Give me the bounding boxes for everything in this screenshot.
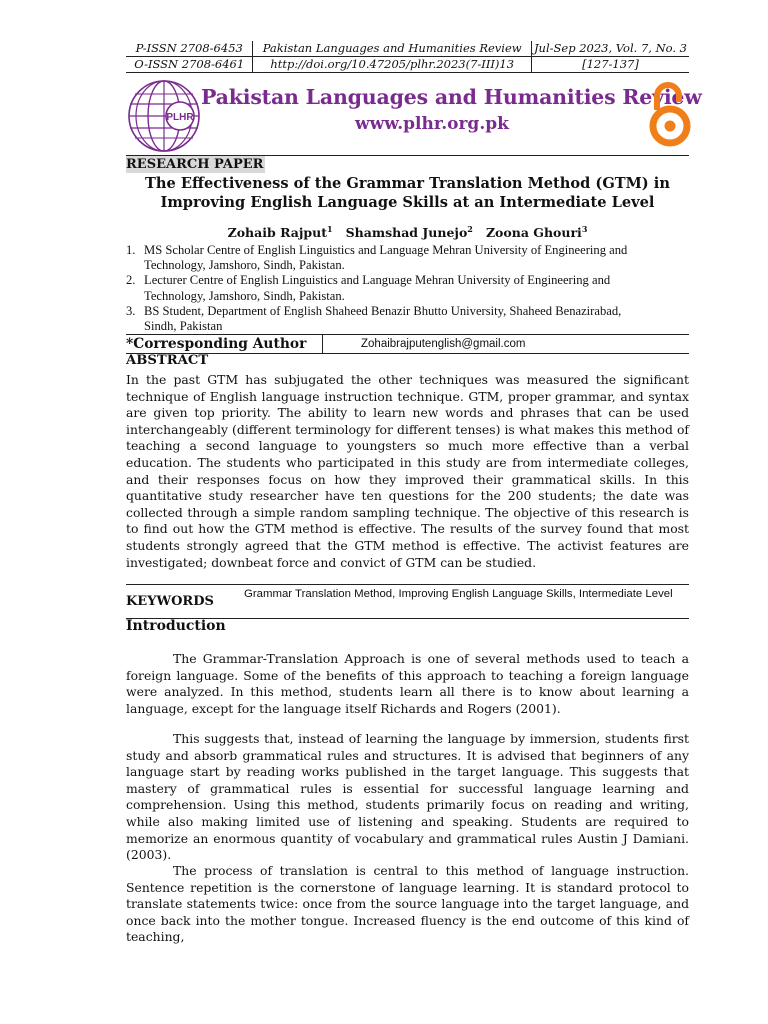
intro-paragraph: The Grammar-Translation Approach is one of several methods used to teach a foreign language. Some of the benefits of this approach to teaching a foreign language were analyzed. In this method, students learn all there is to know about learning a language, except for the language itself Richards and Rogers (2001).	[126, 651, 689, 716]
journal-header-table	[126, 41, 689, 73]
affiliation-line: Technology, Jamshoro, Sindh, Pakistan.	[144, 288, 345, 303]
introduction-heading: Introduction	[126, 618, 226, 634]
intro-paragraph: This suggests that, instead of learning the language by immersion, students first study and absorb grammatical rules and structures. It is advised that beginners of any language start by reading works published in the target language. This suggests that mastery of grammatical rules is essential for successful language learning and comprehension. Using this method, students primarily focus on reading and writing, while also making limited use of listening and speaking. Students are required to memorize an enormous quantity of vocabulary and grammatical rules Austin J Damiani. (2003).	[126, 731, 689, 863]
title-line-2: Improving English Language Skills at an Intermediate Level	[160, 194, 655, 211]
affiliation-line: Sindh, Pakistan	[144, 319, 223, 334]
globe-logo-icon	[126, 78, 202, 154]
keywords-text: Grammar Translation Method, Improving English Language Skills, Intermediate Level	[244, 588, 673, 600]
affiliation-line: Lecturer Centre of English Linguistics and Language Mehran University of Engineering and	[144, 273, 611, 288]
intro-paragraph: The process of translation is central to this method of language instruction. Sentence repetition is the cornerstone of language learning. It is standard protocol to translate statements twice: once from the source language into the target language, and once back into the mother tongue. Increased fluency is the end outcome of this kind of teaching,	[126, 863, 689, 945]
open-access-lock-icon	[649, 80, 691, 148]
author-sup: 2	[467, 224, 473, 234]
oissn: O-ISSN 2708-6461	[126, 57, 253, 73]
author-sup: 3	[581, 224, 588, 234]
affiliation-number: 2.	[126, 273, 136, 288]
author-name: Zoona Ghouri	[485, 225, 582, 241]
affiliation-number: 3.	[126, 303, 136, 318]
title-line-1: The Effectiveness of the Grammar Translation Method (GTM) in	[145, 175, 670, 192]
abstract-text: In the past GTM has subjugated the other techniques was measured the significant technique of English language instruction technique. GTM, proper grammar, and syntax are given top priority. The ability to learn new words and phrases that can be used interchangeably (different terminology for different tenses) is what makes this method of teaching a second language to youngsters so much more effective than a verbal education. The students who participated in this study are from intermediate colleges, and their responses focus on how they improved their grammatical skills. In this quantitative study researcher have ten questions for the 200 students; the date was collected through a simple random sampling technique. The objective of this research is to find out how the GTM method is effective. The results of the survey found that most students strongly agreed that the GTM method is effective. The activist features are investigated; downbeat force and convict of GTM can be studied.	[126, 372, 689, 570]
issue-info: Jul-Sep 2023, Vol. 7, No. 3	[531, 41, 689, 57]
abstract-heading: ABSTRACT	[126, 353, 209, 368]
affiliation-line: Technology, Jamshoro, Sindh, Pakistan.	[144, 258, 345, 273]
affiliation-number: 1.	[126, 243, 136, 257]
corresponding-email[interactable]: Zohaibrajputenglish@gmail.com	[361, 338, 526, 350]
author-list	[126, 221, 689, 241]
logo-text: PLHR	[166, 112, 194, 123]
pissn: P-ISSN 2708-6453	[126, 41, 253, 57]
author-name: Shamshad Junejo	[345, 225, 468, 241]
affiliation-line: BS Student, Department of English Shaheed Benazir Bhutto University, Shaheed Benazirabad,	[144, 303, 622, 318]
corresponding-author-table	[126, 334, 689, 354]
banner-title: Pakistan Languages and Humanities Review	[201, 85, 702, 109]
page-range: [127-137]	[531, 57, 689, 73]
author-sup: 1	[326, 224, 333, 234]
keywords-label: KEYWORDS	[126, 594, 214, 609]
journal-banner	[126, 74, 702, 154]
affiliation-item	[126, 304, 689, 334]
journal-name: Pakistan Languages and Humanities Review	[253, 41, 532, 57]
affiliation-line: MS Scholar Centre of English Linguistics and Language Mehran University of Engineering and	[144, 243, 628, 257]
paper-type-label: RESEARCH PAPER	[126, 157, 264, 172]
affiliation-item	[126, 273, 689, 303]
corresponding-label: *Corresponding Author	[126, 335, 323, 354]
doi-link[interactable]: http://doi.org/10.47205/plhr.2023(7-III)13	[253, 57, 532, 73]
banner-url[interactable]: www.plhr.org.pk	[355, 114, 509, 134]
abstract-rule	[126, 584, 689, 585]
affiliation-item	[126, 243, 689, 273]
affiliation-list	[126, 243, 689, 334]
author-name: Zohaib Rajput	[227, 225, 327, 241]
article-title	[126, 174, 689, 212]
